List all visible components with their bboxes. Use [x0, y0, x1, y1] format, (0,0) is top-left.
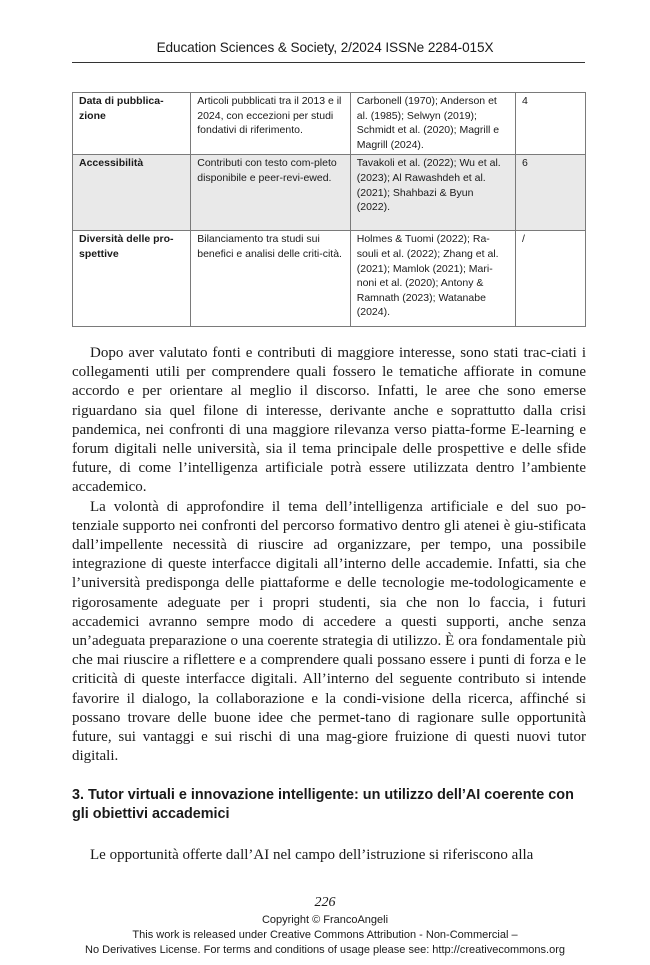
table-cell-criterion: Accessibilità	[73, 155, 191, 231]
table-cell-criterion: Diversità delle pro-spettive	[73, 231, 191, 327]
table-cell-criterion: Data di pubblica-zione	[73, 93, 191, 155]
body-paragraph: Dopo aver valutato fonti e contributi di maggiore interesse, sono stati trac-ciati i collegamenti utili per comprendere quali fossero le tematiche affiorate in comune accordo e per orientare al meglio il discorso. Infatti, le aree che sono emerse riguardano sia quel filone di interesse, derivante anche e soprattutto dalla crisi pandemica, nei confronti di una maggiore rilevanza verso piatta-forme E-learning e forum digitali nelle università, sia il tema principale delle prospettive e delle sfide future, di come l’intelligenza artificiale potrà essere utilizzata dentro l’ambiente accademico.	[72, 345, 586, 496]
license-line: This work is released under Creative Commons Attribution - Non-Commercial –	[132, 929, 518, 941]
running-header: Education Sciences & Society, 2/2024 ISSNe 2284-015X	[156, 40, 494, 55]
section-heading: 3. Tutor virtuali e innovazione intelligente: un utilizzo dell’AI coerente con gli obiettivi accademici	[72, 787, 574, 822]
license-line: No Derivatives License. For terms and conditions of usage please see: http://creativecommons.org	[85, 944, 565, 956]
table-row	[73, 231, 586, 327]
body-section-continued	[72, 846, 586, 865]
table-cell-description: Bilanciamento tra studi sui benefici e analisi delle criti-cità.	[191, 231, 351, 327]
table-row	[73, 155, 586, 231]
page-number: 226	[314, 895, 336, 910]
body-paragraph: La volontà di approfondire il tema dell’intelligenza artificiale e del suo po-tenziale supporto nei confronti del percorso formativo dentro gli atenei è giu-stificata dall’impellente necessità di riuscire ad organizzare, per tempo, una possibile integrazione di queste interfacce digitali all’interno delle accademie. Infatti, sia che l’università predisponga delle piattaforme e delle tecnologie me-todologicamente e rigorosamente adeguate per i propri studenti, sia che non lo faccia, i futuri accademici avranno sempre modo di accedere a questi supporti, anche senza un’adeguata preparazione o una coerente strategia di utilizzo. È ora fondamentale più che mai riuscire a riflettere e a comprendere quali possano essere i punti di forza e le criticità di queste interfacce digitali. All’interno del seguente contributo si intende favorire il dialogo, la collaborazione e la condi-visione della ricerca, affinché si possano trovare delle buone idee che permet-tano di ragionare sulle opportunità future, sui vantaggi e sui rischi di una mag-giore fruizione di questi nuovi tutor digitali.	[72, 498, 586, 765]
table-cell-count: /	[515, 231, 585, 327]
criteria-table	[72, 92, 586, 327]
table-cell-count: 6	[515, 155, 585, 231]
table-row	[73, 93, 586, 155]
body-section	[72, 344, 586, 766]
table-cell-count: 4	[515, 93, 585, 155]
table-cell-description: Contributi con testo com-pleto disponibile e peer-revi-ewed.	[191, 155, 351, 231]
license-footer	[0, 913, 650, 958]
copyright-line: Copyright © FrancoAngeli	[261, 914, 389, 926]
table-cell-references: Tavakoli et al. (2022); Wu et al. (2023); Al Rawashdeh et al. (2021); Shahbazi & Byun (2022).	[350, 155, 515, 231]
body-paragraph: Le opportunità offerte dall’AI nel campo dell’istruzione si riferiscono alla	[90, 847, 534, 863]
table-cell-description: Articoli pubblicati tra il 2013 e il 2024, con eccezioni per studi fondativi di riferimento.	[191, 93, 351, 155]
table-cell-references: Holmes & Tuomi (2022); Ra-souli et al. (2022); Zhang et al. (2021); Mamlok (2021); Mari-noni et al. (2020); Antony & Ramnath (2023); Watanabe (2024).	[350, 231, 515, 327]
table-cell-references: Carbonell (1970); Anderson et al. (1985); Selwyn (2019); Schmidt et al. (2020); Magrill e Magrill (2024).	[350, 93, 515, 155]
header-rule	[72, 62, 585, 63]
